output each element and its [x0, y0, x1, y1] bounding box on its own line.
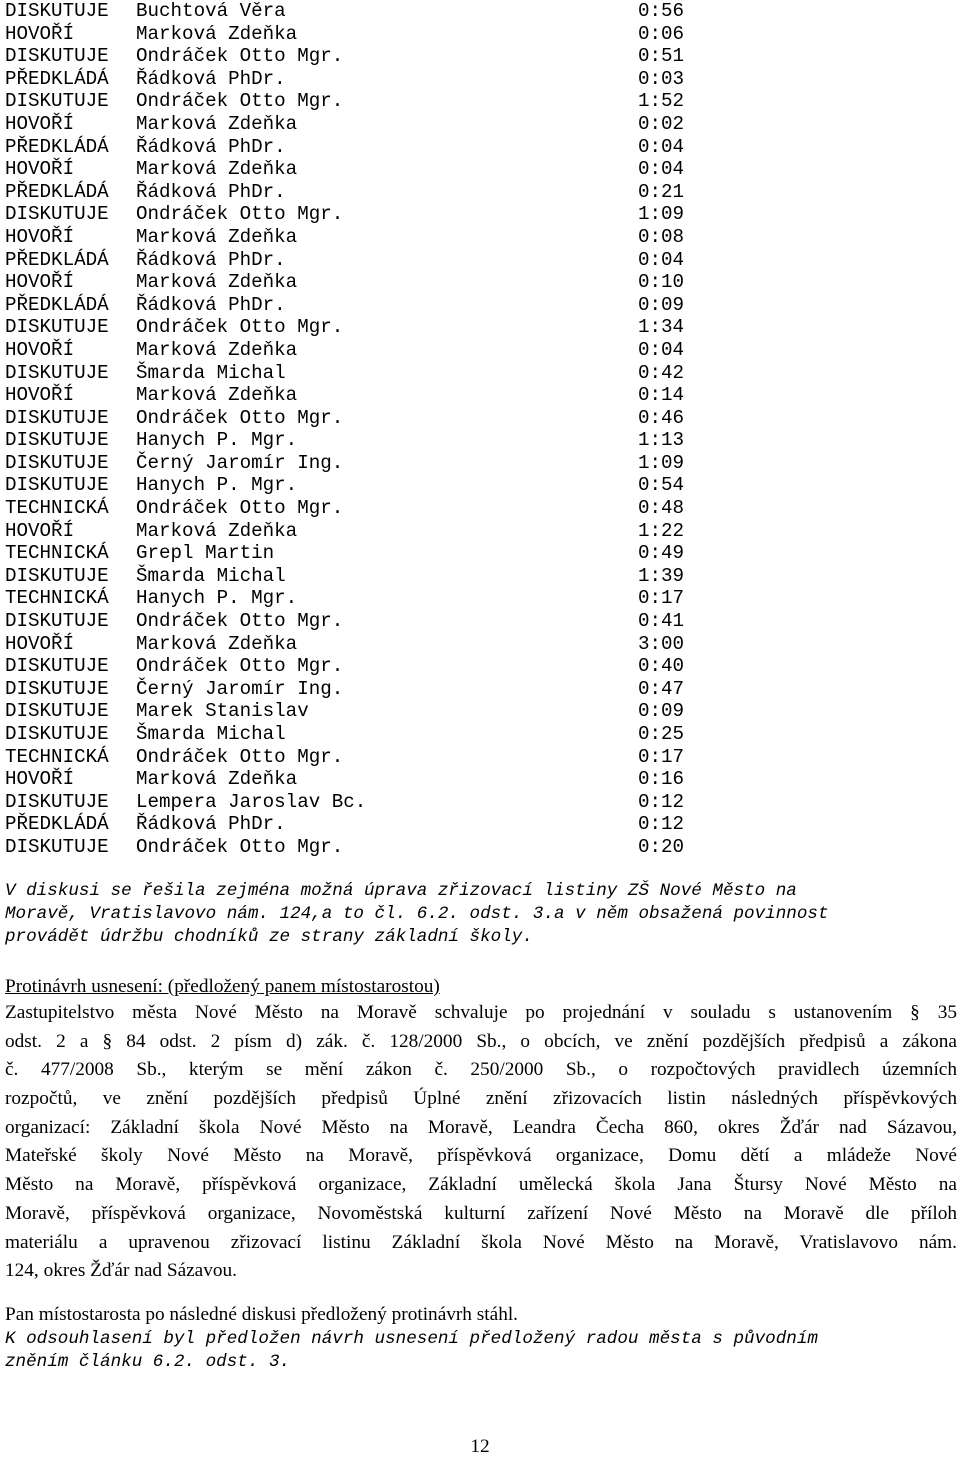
speech-log-row — [5, 768, 705, 791]
proposal-line: Zastupitelstvo města Nové Město na Moravě schvaluje po projednání v souladu s ustanovením § 35 — [5, 1002, 957, 1023]
speech-type: DISKUTUJE — [5, 474, 109, 497]
speech-duration: 1:22 — [638, 519, 685, 542]
speaker-name: Řádková PhDr. — [136, 135, 286, 158]
speech-type: PŘEDKLÁDÁ — [5, 248, 109, 271]
speaker-name: Marková Zdeňka — [136, 271, 298, 294]
speech-duration: 0:02 — [638, 112, 685, 135]
speaker-name: Ondráček Otto Mgr. — [136, 45, 344, 68]
speech-type: DISKUTUJE — [5, 90, 109, 113]
speech-type: PŘEDKLÁDÁ — [5, 180, 109, 203]
proposal-line: Město na Moravě, příspěvková organizace, Základní umělecká škola Jana Štursy Nové Město na — [5, 1174, 957, 1196]
speaker-name: Ondráček Otto Mgr. — [136, 90, 344, 113]
speech-type: PŘEDKLÁDÁ — [5, 293, 109, 316]
speech-log-row — [5, 746, 705, 769]
speech-log-row — [5, 565, 705, 588]
speech-log-row — [5, 384, 705, 407]
speech-log-row — [5, 633, 705, 656]
speech-log-row — [5, 316, 705, 339]
speaker-name: Lempera Jaroslav Bc. — [136, 790, 367, 813]
speaker-name: Hanych P. Mgr. — [136, 474, 298, 497]
speech-duration: 0:16 — [638, 768, 685, 791]
speech-log-row — [5, 362, 705, 385]
speech-type: HOVOŘÍ — [5, 632, 75, 655]
speech-type: DISKUTUJE — [5, 677, 109, 700]
speech-log-row — [5, 271, 705, 294]
speech-type: HOVOŘÍ — [5, 271, 75, 294]
speaker-name: Hanych P. Mgr. — [136, 587, 298, 610]
speech-log-row — [5, 452, 705, 475]
speech-log — [5, 0, 705, 859]
speech-duration: 0:17 — [638, 745, 685, 768]
speech-duration: 0:49 — [638, 542, 685, 565]
speech-type: DISKUTUJE — [5, 429, 109, 452]
proposal-line: 124, okres Žďár nad Sázavou. — [5, 1260, 237, 1282]
proposal-line: organizací: Základní škola Nové Město na Moravě, Leandra Čecha 860, okres Žďár nad Sázavou, — [5, 1116, 957, 1138]
speaker-name: Ondráček Otto Mgr. — [136, 316, 344, 339]
speaker-name: Ondráček Otto Mgr. — [136, 610, 344, 633]
speech-log-row — [5, 339, 705, 362]
speech-type: DISKUTUJE — [5, 406, 109, 429]
proposal-line: materiálu a upravenou zřizovací listinu Základní škola Nové Město na Moravě, Vratislavovo nám. — [5, 1231, 957, 1253]
speech-duration: 0:04 — [638, 158, 685, 181]
speech-duration: 0:12 — [638, 813, 685, 836]
speech-log-row — [5, 407, 705, 430]
speaker-name: Buchtová Věra — [136, 0, 286, 22]
speech-type: HOVOŘÍ — [5, 384, 75, 407]
speech-log-row — [5, 181, 705, 204]
discussion-line: Moravě, Vratislavovo nám. 124,a to čl. 6.2. odst. 3.a v něm obsažená povinnost — [5, 904, 829, 924]
speech-duration: 0:48 — [638, 497, 685, 520]
page-number: 12 — [470, 1436, 490, 1457]
speaker-name: Marková Zdeňka — [136, 158, 298, 181]
speech-log-row — [5, 226, 705, 249]
speech-type: DISKUTUJE — [5, 835, 109, 858]
speech-duration: 0:06 — [638, 22, 685, 45]
discussion-line: V diskusi se řešila zejména možná úprava zřizovací listiny ZŠ Nové Město na — [5, 881, 797, 901]
speech-duration: 0:42 — [638, 361, 685, 384]
speaker-name: Marková Zdeňka — [136, 768, 298, 791]
speaker-name: Šmarda Michal — [136, 564, 286, 587]
speech-duration: 0:41 — [638, 610, 685, 633]
speech-log-row — [5, 23, 705, 46]
speaker-name: Ondráček Otto Mgr. — [136, 745, 344, 768]
speaker-name: Černý Jaromír Ing. — [136, 451, 344, 474]
speech-type: DISKUTUJE — [5, 316, 109, 339]
speaker-name: Marková Zdeňka — [136, 519, 298, 542]
speaker-name: Hanych P. Mgr. — [136, 429, 298, 452]
speech-type: DISKUTUJE — [5, 451, 109, 474]
speech-duration: 1:39 — [638, 564, 685, 587]
speech-duration: 0:03 — [638, 67, 685, 90]
speech-log-row — [5, 813, 705, 836]
speech-duration: 0:04 — [638, 338, 685, 361]
speech-log-row — [5, 678, 705, 701]
speech-log-row — [5, 655, 705, 678]
speaker-name: Ondráček Otto Mgr. — [136, 655, 344, 678]
speech-type: TECHNICKÁ — [5, 497, 109, 520]
speaker-name: Grepl Martin — [136, 542, 275, 565]
speech-type: DISKUTUJE — [5, 655, 109, 678]
speaker-name: Marková Zdeňka — [136, 112, 298, 135]
speaker-name: Ondráček Otto Mgr. — [136, 497, 344, 520]
approval-line: K odsouhlasení byl předložen návrh usnesení předložený radou města s původním — [5, 1329, 818, 1349]
speech-duration: 0:12 — [638, 790, 685, 813]
speech-duration: 0:17 — [638, 587, 685, 610]
speaker-name: Šmarda Michal — [136, 723, 286, 745]
speaker-name: Marek Stanislav — [136, 700, 309, 723]
speaker-name: Řádková PhDr. — [136, 67, 286, 90]
speech-duration: 0:09 — [638, 293, 685, 316]
speech-duration: 0:40 — [638, 655, 685, 678]
speech-type: TECHNICKÁ — [5, 587, 109, 610]
proposal-line: Moravě, příspěvková organizace, Novoměstská kulturní zařízení Nové Město na Moravě dle příloh — [5, 1202, 957, 1224]
speech-duration: 0:08 — [638, 225, 685, 248]
speech-type: HOVOŘÍ — [5, 158, 75, 181]
discussion-note — [5, 880, 955, 949]
speaker-name: Marková Zdeňka — [136, 225, 298, 248]
proposal-body — [5, 999, 957, 1286]
speech-log-row — [5, 45, 705, 68]
speech-type: HOVOŘÍ — [5, 22, 75, 45]
speech-type: DISKUTUJE — [5, 564, 109, 587]
speech-type: DISKUTUJE — [5, 0, 109, 22]
speech-log-row — [5, 113, 705, 136]
speaker-name: Marková Zdeňka — [136, 22, 298, 45]
speaker-name: Ondráček Otto Mgr. — [136, 203, 344, 226]
speech-type: DISKUTUJE — [5, 723, 109, 745]
speech-log-row — [5, 294, 705, 317]
speech-duration: 0:21 — [638, 180, 685, 203]
speech-type: DISKUTUJE — [5, 361, 109, 384]
speech-type: PŘEDKLÁDÁ — [5, 135, 109, 158]
speech-duration: 1:13 — [638, 429, 685, 452]
speech-log-row — [5, 429, 705, 452]
speech-log-row — [5, 136, 705, 159]
speaker-name: Řádková PhDr. — [136, 813, 286, 836]
speech-duration: 0:46 — [638, 406, 685, 429]
speech-log-row — [5, 474, 705, 497]
speech-type: HOVOŘÍ — [5, 519, 75, 542]
speech-type: HOVOŘÍ — [5, 112, 75, 135]
withdrawn-note: Pan místostarosta po následné diskusi předložený protinávrh stáhl. — [5, 1304, 519, 1325]
speaker-name: Řádková PhDr. — [136, 248, 286, 271]
speaker-name: Šmarda Michal — [136, 361, 286, 384]
speech-type: DISKUTUJE — [5, 45, 109, 68]
speaker-name: Řádková PhDr. — [136, 293, 286, 316]
speech-duration: 0:14 — [638, 384, 685, 407]
speaker-name: Černý Jaromír Ing. — [136, 677, 344, 700]
speaker-name: Marková Zdeňka — [136, 632, 298, 655]
speech-duration: 1:34 — [638, 316, 685, 339]
speech-duration: 0:04 — [638, 248, 685, 271]
speech-log-row — [5, 68, 705, 91]
speech-log-row — [5, 791, 705, 814]
discussion-line: provádět údržbu chodníků ze strany základní školy. — [5, 927, 533, 947]
speech-log-row — [5, 836, 705, 859]
speaker-name: Marková Zdeňka — [136, 384, 298, 407]
speech-log-row — [5, 0, 705, 23]
speech-log-row — [5, 497, 705, 520]
speech-duration: 1:52 — [638, 90, 685, 113]
approval-line: zněním článku 6.2. odst. 3. — [5, 1352, 291, 1372]
speech-duration: 0:56 — [638, 0, 685, 22]
speaker-name: Marková Zdeňka — [136, 338, 298, 361]
speech-type: PŘEDKLÁDÁ — [5, 813, 109, 836]
speech-log-row — [5, 90, 705, 113]
speech-type: TECHNICKÁ — [5, 745, 109, 768]
speech-duration: 0:10 — [638, 271, 685, 294]
speech-log-row — [5, 249, 705, 272]
speech-type: HOVOŘÍ — [5, 338, 75, 361]
approval-note — [5, 1328, 955, 1374]
speech-duration: 0:51 — [638, 45, 685, 68]
speech-log-row — [5, 723, 705, 746]
proposal-line: Mateřské školy Nové Město na Moravě, příspěvková organizace, Domu dětí a mládeže Nové — [5, 1145, 957, 1167]
speech-log-row — [5, 610, 705, 633]
proposal-line: rozpočtů, ve znění pozdějších předpisů Úplné znění zřizovacích listin následných příspěvkových — [5, 1088, 957, 1110]
speech-duration: 3:00 — [638, 632, 685, 655]
speech-duration: 0:20 — [638, 835, 685, 858]
speech-type: HOVOŘÍ — [5, 225, 75, 248]
speaker-name: Ondráček Otto Mgr. — [136, 406, 344, 429]
speech-log-row — [5, 587, 705, 610]
speech-duration: 0:47 — [638, 677, 685, 700]
speech-duration: 0:54 — [638, 474, 685, 497]
speech-type: DISKUTUJE — [5, 700, 109, 723]
speech-duration: 0:25 — [638, 723, 685, 745]
speech-type: PŘEDKLÁDÁ — [5, 67, 109, 90]
speech-log-row — [5, 520, 705, 543]
speech-duration: 1:09 — [638, 451, 685, 474]
proposal-line: č. 477/2008 Sb., kterým se mění zákon č. 250/2000 Sb., o rozpočtových pravidlech územních — [5, 1059, 957, 1081]
speech-log-row — [5, 158, 705, 181]
speaker-name: Ondráček Otto Mgr. — [136, 835, 344, 858]
proposal-line: odst. 2 a § 84 odst. 2 písm d) zák. č. 128/2000 Sb., o obcích, ve znění pozdějších předpisů a zákona — [5, 1030, 957, 1052]
speech-type: DISKUTUJE — [5, 203, 109, 226]
speech-duration: 1:09 — [638, 203, 685, 226]
speech-log-row — [5, 542, 705, 565]
speech-log-row — [5, 700, 705, 723]
speech-log-row — [5, 203, 705, 226]
speaker-name: Řádková PhDr. — [136, 180, 286, 203]
speech-type: DISKUTUJE — [5, 610, 109, 633]
speech-type: HOVOŘÍ — [5, 768, 75, 791]
speech-duration: 0:04 — [638, 135, 685, 158]
speech-duration: 0:09 — [638, 700, 685, 723]
proposal-heading: Protinávrh usnesení: (předložený panem místostarostou) — [5, 976, 440, 997]
speech-type: TECHNICKÁ — [5, 542, 109, 565]
speech-type: DISKUTUJE — [5, 790, 109, 813]
